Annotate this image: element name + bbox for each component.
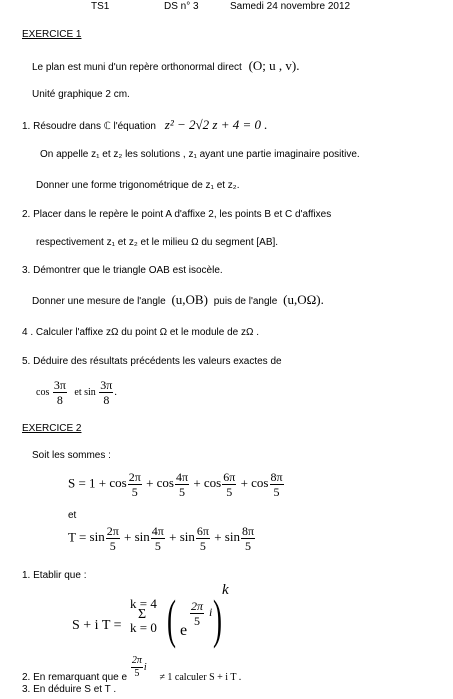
ex2-T-label: T = [68, 529, 87, 545]
ex1-q2a: 2. Placer dans le repère le point A d'affixe 2, les points B et C d'affixes [22, 209, 332, 220]
ex1-intro-line [32, 58, 300, 74]
ex1-q5: 5. Déduire des résultats précédents les valeurs exactes de [22, 356, 282, 367]
term [224, 524, 256, 553]
term [109, 470, 142, 499]
den: 5 [179, 485, 186, 499]
num: 4π [176, 470, 189, 484]
ex2-q1: 1. Etablir que : [22, 570, 87, 581]
num: 2π [128, 470, 141, 484]
ex1-q5-frac2 [99, 379, 113, 406]
header-exam: DS n° 3 [164, 1, 199, 12]
den: 5 [226, 485, 233, 499]
fn: sin [89, 529, 105, 545]
den: 5 [131, 485, 138, 499]
ex2-q3: 3. En déduire S et T . [22, 684, 117, 695]
ex1-q1-line [22, 117, 267, 133]
fn: sin [224, 529, 240, 545]
ex1-q5-and: et sin [74, 386, 96, 398]
ex1-q5-formula: cos $\frac{3\pi}{8}$ et sin $\frac{3\pi}{8}$ . [36, 378, 117, 407]
frac-den: 8 [56, 393, 63, 407]
fn: cos [109, 475, 127, 491]
num: 2π [131, 655, 142, 666]
num: 4π [151, 524, 164, 538]
den: 5 [134, 668, 140, 679]
sum-top: k = 4 [130, 596, 157, 611]
fn: cos [203, 475, 222, 491]
num: 6π [196, 524, 209, 538]
term [179, 524, 211, 553]
den: 5 [154, 539, 161, 553]
den: 5 [199, 539, 206, 553]
ex1-q3b-angle2: (u,OΩ). [283, 292, 324, 307]
term [251, 470, 284, 499]
fn: sin [179, 529, 195, 545]
ex1-q5-cos: cos [36, 386, 50, 398]
ex2-et: et [68, 510, 77, 521]
term [203, 470, 237, 499]
sum-bot: k = 0 [130, 620, 157, 635]
den: 5 [194, 614, 200, 628]
frac-num: 3π [100, 378, 113, 392]
ex1-q3b-prefix: Donner une mesure de l'angle [32, 296, 166, 307]
header-date: Samedi 24 novembre 2012 [230, 1, 351, 12]
ex2-S-label: S = 1 + [68, 475, 107, 491]
sum-exp-i: i [209, 605, 213, 619]
frac-num: 3π [53, 378, 66, 392]
ex2-q2-neq: ≠ 1 calculer S + i T . [159, 672, 242, 684]
ex1-q1-equation: z² − 2√2 z + 4 = 0 . [164, 117, 268, 132]
fn: cos [156, 475, 174, 491]
term [89, 524, 121, 553]
ex1-q1c: Donner une forme trigonométrique de z₁ et z₂. [36, 180, 240, 191]
term [134, 524, 166, 553]
ex2-intro: Soit les sommes : [32, 450, 111, 461]
ex1-q3: 3. Démontrer que le triangle OAB est isocèle. [22, 265, 223, 276]
sum-exp-frac [190, 600, 204, 627]
ex1-repere: (O; u , v). [248, 58, 300, 73]
ex1-q3b-mid: puis de l'angle [213, 296, 278, 307]
ex1-q1b: On appelle z₁ et z₂ les solutions , z₁ ayant une partie imaginaire positive. [40, 149, 360, 160]
sum-e: e [180, 622, 188, 639]
ex1-unit: Unité graphique 2 cm. [32, 89, 130, 100]
ex2-title: EXERCICE 2 [22, 423, 82, 434]
ex2-q2-prefix: 2. En remarquant que e [22, 672, 128, 684]
term [156, 470, 190, 499]
header-class: TS1 [91, 1, 110, 12]
ex1-q5-frac1 [53, 379, 67, 406]
ex1-q3b-angle1: (u,OB) [171, 292, 208, 307]
ex1-q4: 4 . Calculer l'affixe zΩ du point Ω et le module de zΩ . [22, 327, 260, 338]
ex2-T-line: T = sin $\frac{2\pi}{5}$ + sin $\frac{4\pi}{5}$ + sin $\frac{6\pi}{5}$ + sin $\frac{8\pi}{5}$ [68, 524, 255, 553]
ex1-q1a: 1. Résoudre dans ℂ l'équation [22, 121, 156, 132]
fn: cos [251, 475, 269, 491]
num: 2π [191, 599, 204, 613]
num: 8π [270, 470, 283, 484]
ex1-intro: Le plan est muni d'un repère orthonormal direct [32, 62, 242, 73]
ex1-title: EXERCICE 1 [22, 29, 82, 40]
sum-k-exp: k [222, 582, 229, 598]
sum-rparen: ) [213, 589, 222, 649]
sum-lparen: ( [167, 589, 176, 649]
q2-exp-frac [131, 656, 143, 679]
num: 6π [223, 470, 236, 484]
ex2-S-line: S = 1 + cos $\frac{2\pi}{5}$ + cos $\frac{4\pi}{5}$ + cos $\frac{6\pi}{5}$ + cos $\frac{8\pi}{5}$ [68, 470, 283, 499]
sum-sigma: Σ [138, 607, 147, 622]
sum-lhs: S + i T = [72, 618, 122, 633]
ex1-q2b: respectivement z₁ et z₂ et le milieu Ω du segment [AB]. [36, 237, 279, 248]
num: 2π [106, 524, 119, 538]
den: 5 [244, 539, 251, 553]
frac-den: 8 [103, 393, 110, 407]
den: 5 [109, 539, 116, 553]
num: 8π [241, 524, 255, 538]
q2-exp-i: i [143, 662, 147, 674]
fn: sin [134, 529, 150, 545]
ex1-q3b-line [32, 292, 324, 308]
den: 5 [273, 485, 280, 499]
